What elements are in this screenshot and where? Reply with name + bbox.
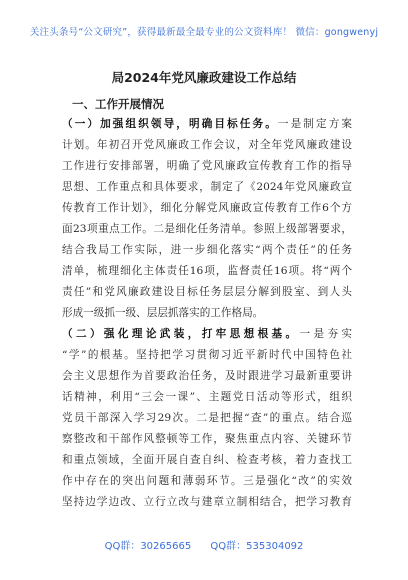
line-text: 党员干部深入学习29次。二是把握“查”的重点。结合巡: [62, 412, 352, 424]
paragraph-line: [62, 387, 352, 408]
paragraph-line: [62, 324, 352, 345]
footer-contact: [0, 537, 408, 552]
line-text: 察整改和干部作风整顿等工作，聚焦重点内容、关键环节: [62, 433, 352, 445]
paragraph-line: [62, 261, 352, 282]
line-text: 工作进行安排部署，明确了党风廉政宣传教育工作的指导: [62, 160, 352, 172]
line-text: 清单，梳理细化主体责任16项，监督责任16项。将“两个: [62, 265, 352, 277]
line-text: 结合我局工作实际，进一步细化落实“两个责任”的任务: [62, 244, 352, 256]
line-text: 传教育工作计划》，细化分解党风廉政宣传教育工作6个方: [62, 202, 352, 214]
line-text: 计划。年初召开党风廉政工作会议，对全年党风廉政建设: [62, 139, 352, 151]
document-title: 局2024年党风廉政建设工作总结: [111, 70, 297, 85]
paragraph-line: [62, 177, 352, 198]
subsection-heading: （二）强化理论武装，打牢思想根基。: [62, 328, 300, 340]
line-text: 一是夯实: [299, 328, 352, 340]
body-text: [62, 114, 352, 513]
line-text: 形成一级抓一级、层层抓落实的工作格局。: [62, 307, 264, 319]
paragraph-line: [62, 408, 352, 429]
paragraph-line: [62, 366, 352, 387]
qq-group-1: QQ群：30265665: [104, 541, 192, 552]
line-text: “学”的根基。坚持把学习贯彻习近平新时代中国特色社: [62, 349, 352, 361]
line-text: 话精神，利用“三会一课”、主题党日活动等形式，组织: [62, 391, 352, 403]
line-text: 思想、工作重点和具体要求，制定了《2024年党风廉政宣: [62, 181, 352, 193]
paragraph-line: [62, 219, 352, 240]
paragraph-line: [62, 492, 352, 513]
paragraph-line: [62, 156, 352, 177]
line-text: 会主义思想作为首要政治任务，及时跟进学习最新重要讲: [62, 370, 352, 382]
paragraph-line: [62, 429, 352, 450]
paragraph-line: [62, 114, 352, 135]
paragraph-line: [62, 303, 352, 324]
paragraph-line: [62, 471, 352, 492]
paragraph-line: [62, 135, 352, 156]
paragraph-line: [62, 450, 352, 471]
paragraph-line: [62, 240, 352, 261]
subsection-heading: （一）加强组织领导，明确目标任务。: [62, 118, 278, 130]
line-text: 责任”和党风廉政建设目标任务层层分解到股室、到人头: [62, 286, 352, 298]
paragraph-line: [62, 345, 352, 366]
section-heading: 一、工作开展情况: [72, 97, 164, 111]
qq-group-2: QQ群：535304092: [210, 541, 304, 552]
header-banner: 关注头条号“公文研究”，获得最新最全最专业的公文资料库！ 微信：gongwenyj: [29, 27, 379, 38]
paragraph-line: [62, 198, 352, 219]
line-text: 作中存在的突出问题和薄弱环节。三是强化“改”的实效: [62, 475, 352, 487]
line-text: 坚持边学边改、立行立改与建章立制相结合，把学习教育: [62, 496, 352, 508]
line-text: 和重点领域，全面开展自查自纠、检查考核，着力查找工: [62, 454, 352, 466]
line-text: 面23项重点工作。二是细化任务清单。参照上级部署要求，: [62, 223, 352, 235]
paragraph-line: [62, 282, 352, 303]
line-text: 一是制定方案: [277, 118, 352, 130]
